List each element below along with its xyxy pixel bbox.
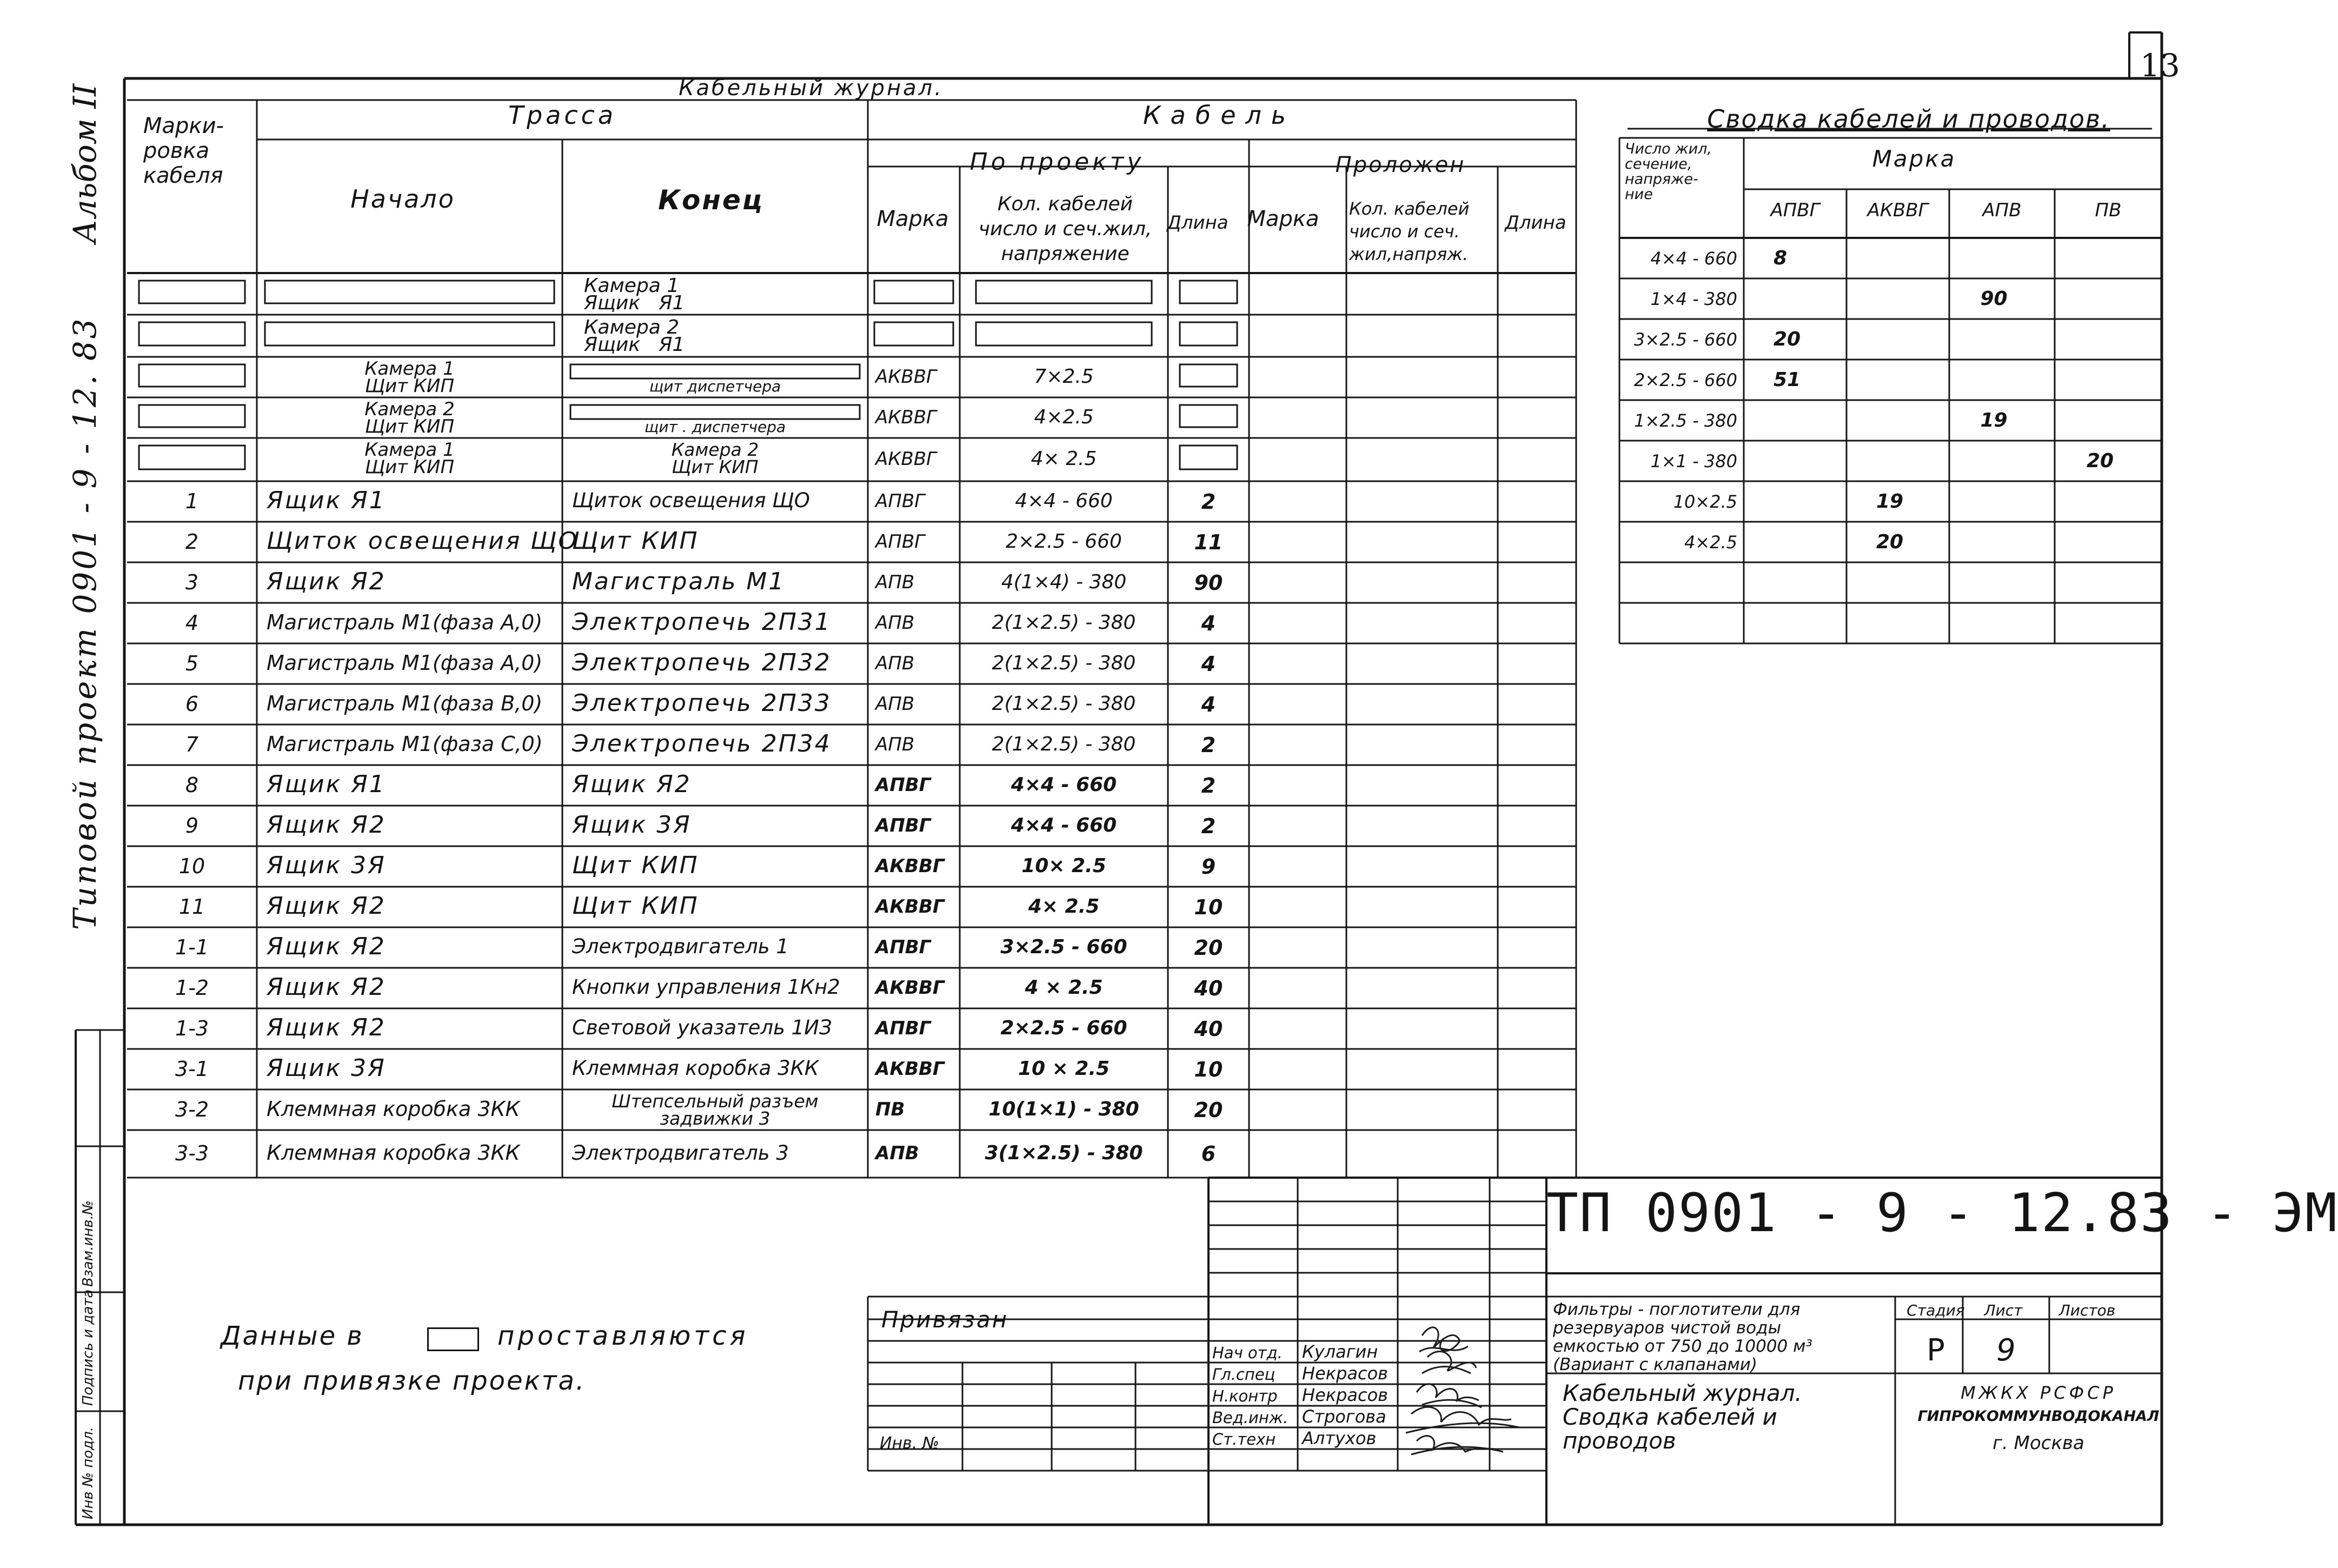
signer-role: Вед.инж. xyxy=(1212,1408,1288,1427)
summary-spec: 4×4 - 660 xyxy=(1650,248,1737,269)
cable-mark: 3-1 xyxy=(175,1057,209,1081)
cable-brand: АКВВГ xyxy=(875,855,945,877)
cable-brand: ПВ xyxy=(875,1098,905,1120)
cable-mark: 4 xyxy=(185,610,199,635)
stamp-side-label: Взам.инв.№ xyxy=(80,1200,96,1287)
summary-value: 20 xyxy=(1876,530,1904,553)
cable-spec: 4(1×4) - 380 xyxy=(1001,570,1127,593)
summary-spec: 3×2.5 - 660 xyxy=(1633,329,1737,350)
binding-inv-label: Инв. № xyxy=(880,1434,940,1453)
summary-brand-header: АКВВГ xyxy=(1867,200,1929,221)
route-end: Электродвигатель 3 xyxy=(572,1141,789,1165)
cable-mark: 11 xyxy=(178,894,205,919)
cable-brand: АПВ xyxy=(875,652,915,674)
cable-mark: 7 xyxy=(185,732,199,756)
cable-spec: 10× 2.5 xyxy=(1021,854,1106,877)
header-count-spec-laid: Кол. кабелей число и сеч. жил,напряж. xyxy=(1349,198,1470,264)
cable-spec: 10(1×1) - 380 xyxy=(988,1098,1139,1120)
signer-role: Гл.спец xyxy=(1212,1365,1276,1384)
signer-name: Строгова xyxy=(1302,1406,1386,1427)
cable-spec: 2(1×2.5) - 380 xyxy=(992,652,1136,674)
route-start: Ящик Я2 xyxy=(267,1013,386,1041)
route-end: Световой указатель 1ИЗ xyxy=(572,1016,832,1039)
cable-length: 10 xyxy=(1194,1057,1223,1081)
route-start: Камера 2 Щит КИП xyxy=(364,398,455,437)
header-length: Длина xyxy=(1167,212,1228,234)
summary-value: 20 xyxy=(1774,328,1801,350)
header-end: Конец xyxy=(658,184,764,216)
route-start: Ящик Я2 xyxy=(267,973,386,1001)
cable-brand: АКВВГ xyxy=(875,976,945,999)
summary-value: 19 xyxy=(1980,409,2008,431)
cable-mark: 2 xyxy=(185,529,199,554)
cable-length: 2 xyxy=(1201,489,1216,514)
cable-spec: 4×4 - 660 xyxy=(1015,489,1113,512)
route-start: Ящик 3Я xyxy=(267,851,386,879)
summary-spec: 1×2.5 - 380 xyxy=(1633,410,1737,431)
header-brand-laid: Марка xyxy=(1247,207,1319,231)
route-end: Щит КИП xyxy=(572,892,699,920)
sheet-value: 9 xyxy=(1996,1333,2016,1368)
cable-brand: АПВГ xyxy=(875,774,931,796)
cable-brand: АПВ xyxy=(875,571,915,593)
project-description: Фильтры - поглотители для резервуаров чистой воды емкостью от 750 до 10000 м³ (Вариант с клапанами) xyxy=(1553,1300,1812,1374)
signer-role: Нач отд. xyxy=(1212,1344,1283,1362)
cable-mark: 3-2 xyxy=(175,1097,209,1121)
route-end: Магистраль М1 xyxy=(572,567,786,595)
journal-title: Кабельный журнал. xyxy=(679,76,944,101)
route-start: Клеммная коробка 3КК xyxy=(267,1097,520,1121)
route-start: Ящик Я2 xyxy=(267,932,386,960)
cable-length: 4 xyxy=(1201,611,1216,635)
cable-length: 6 xyxy=(1201,1142,1216,1166)
cable-mark: 9 xyxy=(185,813,199,838)
cable-length: 20 xyxy=(1194,935,1223,960)
route-end: Камера 2 Щит КИП xyxy=(671,439,759,477)
route-end: Щит КИП xyxy=(572,851,699,879)
summary-brand-header: АПВ xyxy=(1982,200,2022,221)
cable-spec: 3×2.5 - 660 xyxy=(1000,935,1127,958)
cable-brand: АПВГ xyxy=(875,1017,931,1039)
cable-brand: АКВВГ xyxy=(875,366,936,388)
cable-length: 40 xyxy=(1194,976,1223,1000)
route-end: щит диспетчера xyxy=(649,377,781,396)
cable-mark: 1-1 xyxy=(175,935,209,959)
header-length-laid: Длина xyxy=(1505,212,1566,234)
summary-spec: 2×2.5 - 660 xyxy=(1633,369,1737,390)
stage-value: Р xyxy=(1927,1333,1945,1368)
cable-mark: 1 xyxy=(185,489,199,513)
cable-spec: 2(1×2.5) - 380 xyxy=(992,733,1136,755)
route-start: Щиток освещения ЩО xyxy=(267,527,579,555)
route-start: Клеммная коробка 3КК xyxy=(267,1141,520,1165)
cable-mark: 1-3 xyxy=(175,1016,209,1040)
note-line2: при привязке проекта. xyxy=(238,1366,586,1396)
summary-value: 19 xyxy=(1876,490,1904,513)
header-brand: Марка xyxy=(876,207,949,231)
cable-spec: 10 × 2.5 xyxy=(1018,1057,1110,1080)
cable-length: 4 xyxy=(1201,692,1216,716)
header-marking: Марки- ровка кабеля xyxy=(143,114,224,188)
summary-header-brand: Марка xyxy=(1872,145,1956,172)
cable-brand: АПВ xyxy=(875,693,915,715)
cable-brand: АКВВГ xyxy=(875,895,945,918)
stage-label: Стадия xyxy=(1907,1301,1965,1319)
cable-mark: 8 xyxy=(185,773,199,797)
route-end: Щиток освещения ЩО xyxy=(572,489,810,512)
cable-brand: АКВВГ xyxy=(875,448,936,470)
drawing-name: Кабельный журнал. Сводка кабелей и проводов xyxy=(1563,1380,1802,1454)
route-end: Камера 1 Ящик Я1 xyxy=(584,275,685,314)
summary-title: Сводка кабелей и проводов. xyxy=(1707,104,2110,134)
summary-value: 8 xyxy=(1774,247,1788,269)
project-label: Типовой проект 0901 - 9 - 12. 83 xyxy=(67,316,103,930)
route-end: Ящик 3Я xyxy=(572,810,692,839)
sheet-label: Лист xyxy=(1984,1301,2023,1319)
cable-spec: 3(1×2.5) - 380 xyxy=(985,1142,1143,1164)
stamp-side-label: Инв № подл. xyxy=(80,1426,96,1519)
cable-spec: 7×2.5 xyxy=(1034,365,1094,388)
cable-mark: 10 xyxy=(178,854,205,878)
sheet-number: 13 xyxy=(2140,47,2180,84)
cable-spec: 2(1×2.5) - 380 xyxy=(992,692,1136,715)
summary-value: 51 xyxy=(1774,368,1801,391)
route-end: Электродвигатель 1 xyxy=(572,935,789,958)
signer-name: Алтухов xyxy=(1302,1428,1377,1449)
route-start: Ящик 3Я xyxy=(267,1054,386,1082)
route-start: Ящик Я1 xyxy=(267,486,386,514)
note-line1-before: Данные в xyxy=(221,1321,364,1351)
cable-length: 10 xyxy=(1194,895,1223,919)
summary-value: 90 xyxy=(1980,287,2008,310)
org-line3: г. Москва xyxy=(1992,1432,2084,1454)
cable-brand: АПВ xyxy=(875,1142,919,1164)
cable-length: 20 xyxy=(1194,1098,1223,1122)
cable-length: 11 xyxy=(1194,530,1223,554)
route-end: Кнопки управления 1Кн2 xyxy=(572,975,840,999)
org-line1: МЖКХ РСФСР xyxy=(1961,1383,2116,1403)
cable-mark: 3-3 xyxy=(175,1141,209,1165)
header-laid: Проложен xyxy=(1335,152,1466,177)
cable-mark: 3 xyxy=(185,570,199,594)
signer-name: Некрасов xyxy=(1302,1363,1389,1384)
cable-mark: 1-2 xyxy=(175,975,209,1000)
cable-brand: АПВ xyxy=(875,733,915,755)
route-end: Электропечь 2П31 xyxy=(572,608,832,636)
route-end: Щит КИП xyxy=(572,527,699,555)
route-start: Магистраль М1(фаза А,0) xyxy=(267,650,543,675)
route-end: Ящик Я2 xyxy=(572,770,692,798)
route-end: Электропечь 2П32 xyxy=(572,648,832,676)
sheets-label: Листов xyxy=(2058,1301,2116,1319)
route-start: Ящик Я2 xyxy=(267,810,386,839)
cable-spec: 2×2.5 - 660 xyxy=(1000,1016,1127,1039)
header-cable: Кабель xyxy=(1143,101,1296,130)
cable-brand: АПВ xyxy=(875,612,915,634)
cable-spec: 4×2.5 xyxy=(1034,406,1094,428)
header-route: Трасса xyxy=(508,101,617,130)
route-end: Электропечь 2П33 xyxy=(572,689,832,717)
cable-brand: АПВГ xyxy=(875,490,925,512)
header-start: Начало xyxy=(350,184,455,214)
cable-length: 4 xyxy=(1201,652,1216,676)
route-start: Камера 1 Щит КИП xyxy=(364,439,455,478)
header-count-spec: Кол. кабелей число и сеч.жил, напряжение xyxy=(978,193,1152,265)
note-line1-after: проставляются xyxy=(497,1321,749,1351)
signer-name: Некрасов xyxy=(1302,1385,1389,1405)
cable-brand: АКВВГ xyxy=(875,1058,945,1080)
cable-spec: 4× 2.5 xyxy=(1028,895,1100,918)
cable-brand: АКВВГ xyxy=(875,406,936,428)
cable-spec: 2(1×2.5) - 380 xyxy=(992,611,1136,634)
route-end: щит . диспетчера xyxy=(644,418,786,436)
route-start: Ящик Я1 xyxy=(267,770,386,798)
summary-header-first: Число жил, сечение, напряже- ние xyxy=(1625,141,1712,203)
signer-role: Ст.техн xyxy=(1212,1430,1276,1449)
cable-length: 2 xyxy=(1201,814,1216,838)
album-label: Альбом II xyxy=(67,83,103,243)
summary-spec: 4×2.5 xyxy=(1684,531,1737,553)
cable-length: 9 xyxy=(1201,854,1216,879)
route-end: Клеммная коробка 3КК xyxy=(572,1057,819,1080)
cable-length: 90 xyxy=(1194,570,1223,595)
summary-spec: 1×1 - 380 xyxy=(1650,450,1737,471)
route-end: Электропечь 2П34 xyxy=(572,729,832,758)
cable-mark: 5 xyxy=(185,651,199,675)
cable-brand: АПВГ xyxy=(875,814,931,836)
route-start: Магистраль М1(фаза В,0) xyxy=(267,691,543,715)
cable-length: 2 xyxy=(1201,733,1216,757)
cable-mark: 6 xyxy=(185,692,199,716)
route-end: Штепсельный разъем задвижки 3 xyxy=(612,1091,819,1129)
route-start: Ящик Я2 xyxy=(267,892,386,920)
route-start: Ящик Я2 xyxy=(267,567,386,595)
signer-role: Н.контр xyxy=(1212,1387,1278,1405)
summary-spec: 10×2.5 xyxy=(1673,491,1737,512)
drawing-code: ТП 0901 - 9 - 12.83 - ЭМ xyxy=(1546,1182,2338,1244)
cable-brand: АПВГ xyxy=(875,530,925,553)
cable-spec: 4×4 - 660 xyxy=(1011,773,1117,796)
summary-value: 20 xyxy=(2087,449,2114,472)
binding-label: Привязан xyxy=(881,1306,1009,1333)
summary-spec: 1×4 - 380 xyxy=(1650,288,1737,309)
stamp-side-label: Подпись и дата xyxy=(80,1289,96,1406)
route-start: Камера 1 Щит КИП xyxy=(364,358,455,397)
signer-name: Кулагин xyxy=(1302,1341,1378,1362)
route-start: Магистраль М1(фаза С,0) xyxy=(267,732,543,756)
cable-spec: 4 × 2.5 xyxy=(1025,976,1103,999)
org-line2: ГИПРОКОММУНВОДОКАНАЛ xyxy=(1917,1408,2160,1425)
summary-brand-header: ПВ xyxy=(2095,200,2122,221)
cable-spec: 4×4 - 660 xyxy=(1011,814,1117,836)
cable-brand: АПВГ xyxy=(875,936,931,958)
cable-length: 40 xyxy=(1194,1016,1223,1041)
route-end: Камера 2 Ящик Я1 xyxy=(584,316,685,356)
summary-brand-header: АПВГ xyxy=(1770,200,1820,221)
route-start: Магистраль М1(фаза А,0) xyxy=(267,610,543,634)
cable-length: 2 xyxy=(1201,773,1216,798)
cable-spec: 4× 2.5 xyxy=(1031,448,1097,470)
cable-spec: 2×2.5 - 660 xyxy=(1006,530,1122,553)
header-by-project: По проекту xyxy=(969,148,1145,176)
